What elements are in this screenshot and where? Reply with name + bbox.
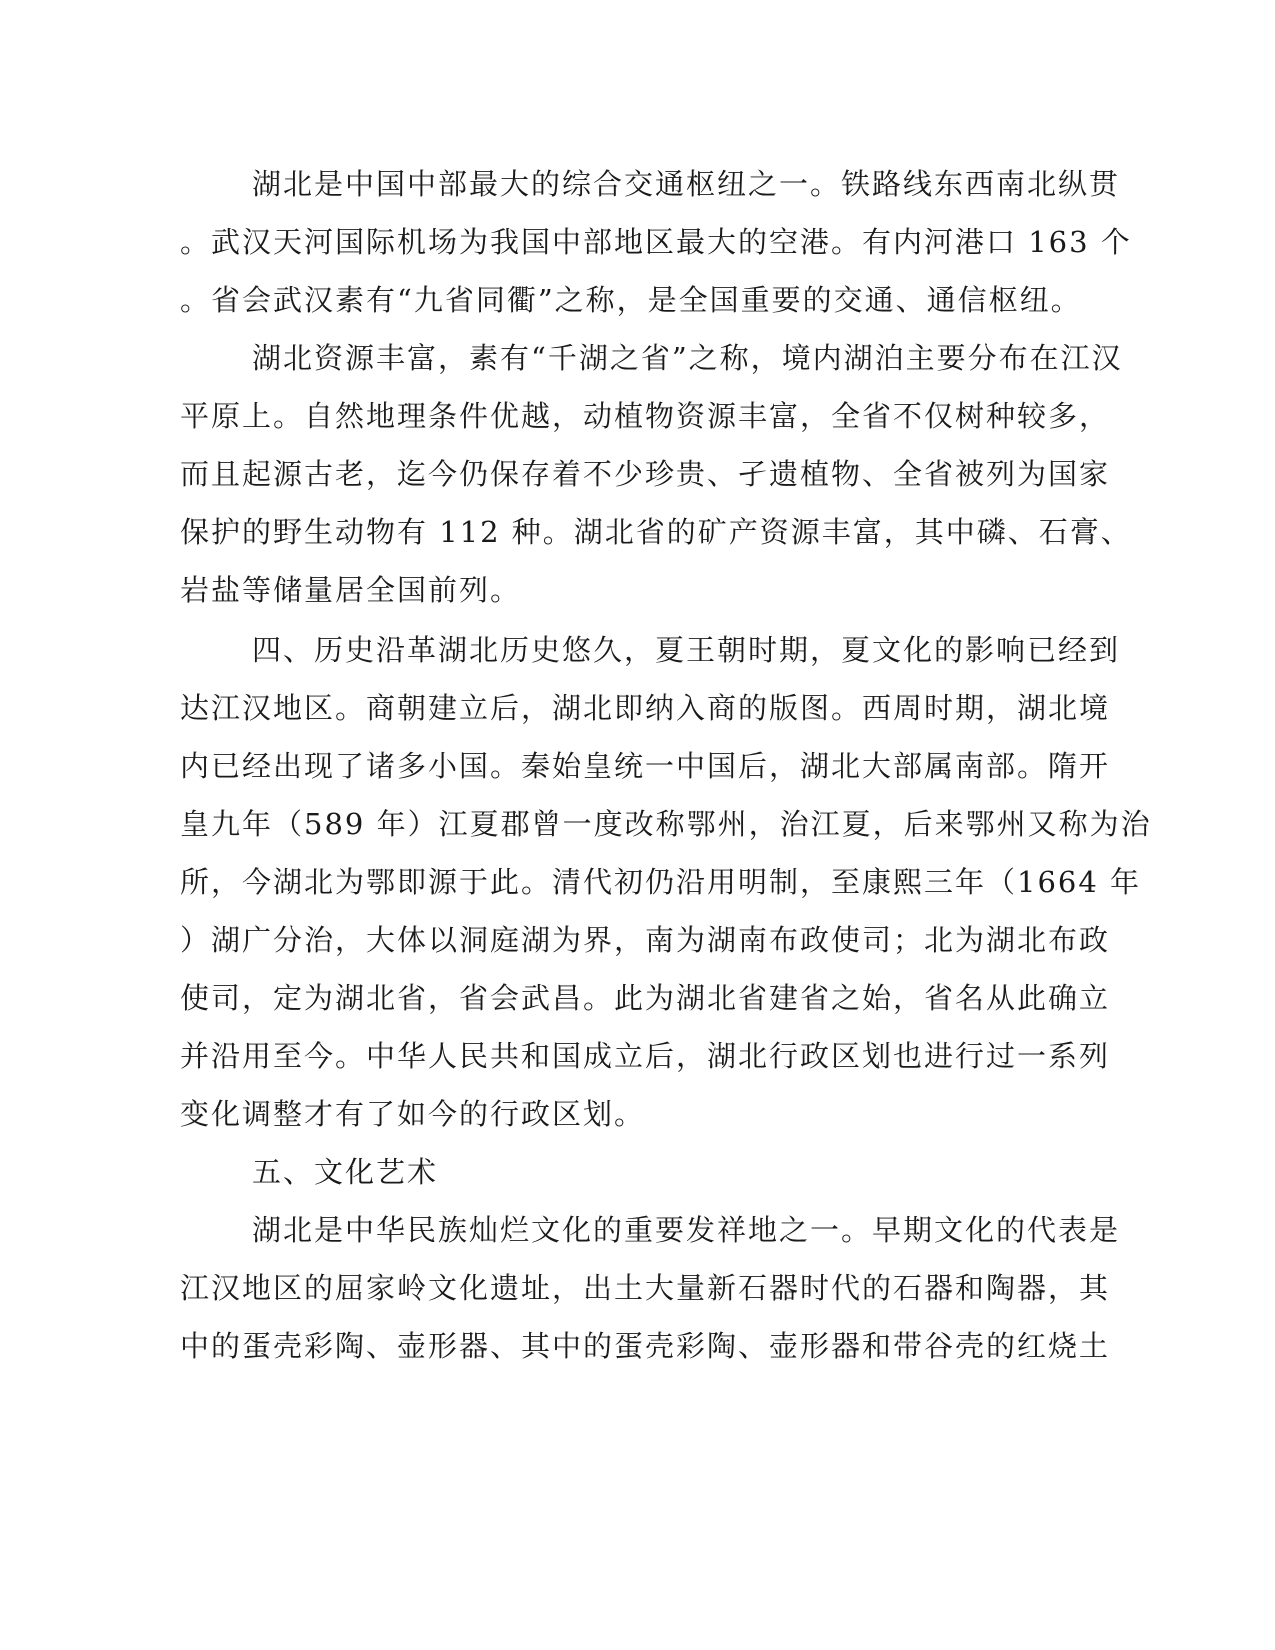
- text-line-17: 变化调整才有了如今的行政区划。: [180, 1097, 646, 1131]
- text-line-20: 江汉地区的屈家岭文化遗址，出土大量新石器时代的石器和陶器，其: [180, 1271, 1111, 1305]
- text-line-10: 达江汉地区。商朝建立后，湖北即纳入商的版图。西周时期，湖北境: [180, 691, 1111, 725]
- text-line-21: 中的蛋壳彩陶、壶形器、其中的蛋壳彩陶、壶形器和带谷壳的红烧土: [180, 1329, 1111, 1363]
- text-line-3: 。省会武汉素有“九省同衢”之称，是全国重要的交通、通信枢纽。: [180, 283, 1082, 317]
- text-line-16: 并沿用至今。中华人民共和国成立后，湖北行政区划也进行过一系列: [180, 1039, 1111, 1073]
- text-line-9: 四、历史沿革湖北历史悠久，夏王朝时期，夏文化的影响已经到: [252, 633, 1121, 667]
- text-line-5: 平原上。自然地理条件优越，动植物资源丰富，全省不仅树种较多，: [180, 399, 1111, 433]
- text-line-7: 保护的野生动物有 112 种。湖北省的矿产资源丰富，其中磷、石膏、: [180, 515, 1132, 549]
- text-line-13: 所，今湖北为鄂即源于此。清代初仍沿用明制，至康熙三年（1664 年: [180, 865, 1142, 899]
- text-line-15: 使司，定为湖北省，省会武昌。此为湖北省建省之始，省名从此确立: [180, 981, 1111, 1015]
- text-line-14: ）湖广分治，大体以洞庭湖为界，南为湖南布政使司；北为湖北布政: [180, 923, 1111, 957]
- text-line-1: 湖北是中国中部最大的综合交通枢纽之一。铁路线东西南北纵贯: [252, 167, 1121, 201]
- text-line-4: 湖北资源丰富，素有“千湖之省”之称，境内湖泊主要分布在江汉: [252, 341, 1123, 375]
- text-line-19: 湖北是中华民族灿烂文化的重要发祥地之一。早期文化的代表是: [252, 1213, 1121, 1247]
- text-line-6: 而且起源古老，迄今仍保存着不少珍贵、孑遗植物、全省被列为国家: [180, 457, 1111, 491]
- text-line-11: 内已经出现了诸多小国。秦始皇统一中国后，湖北大部属南部。隋开: [180, 749, 1111, 783]
- section-heading: 五、文化艺术: [252, 1155, 439, 1189]
- text-line-8: 岩盐等储量居全国前列。: [180, 573, 522, 607]
- text-line-12: 皇九年（589 年）江夏郡曾一度改称鄂州，治江夏，后来鄂州又称为治: [180, 807, 1152, 841]
- text-line-2: 。武汉天河国际机场为我国中部地区最大的空港。有内河港口 163 个: [180, 225, 1132, 259]
